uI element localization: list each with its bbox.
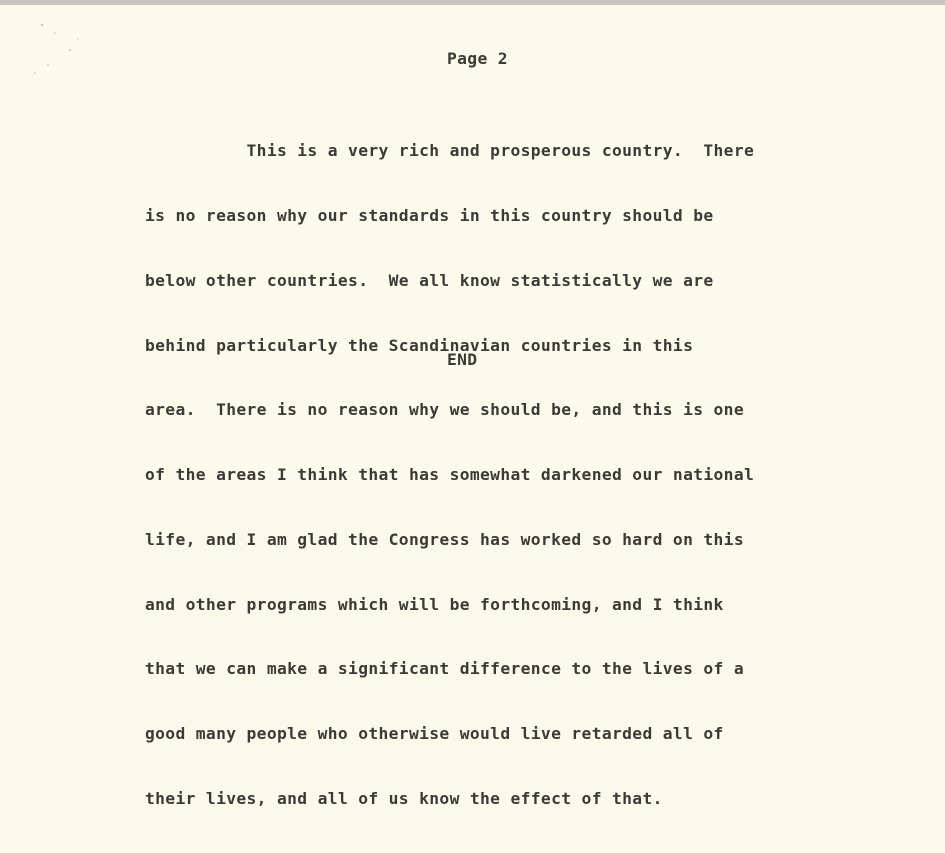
body-line: and other programs which will be forthcoming, and I think: [145, 594, 724, 614]
body-line: behind particularly the Scandinavian countries in this: [145, 335, 694, 355]
body-line: is no reason why our standards in this country should be: [145, 205, 714, 225]
body-line: This is a very rich and prosperous country. There: [145, 141, 755, 161]
body-line: that we can make a significant difference to the lives of a: [145, 659, 744, 679]
body-line: their lives, and all of us know the effect of that.: [145, 789, 663, 808]
body-line: of the areas I think that has somewhat darkened our national: [145, 465, 755, 485]
paper-specks: [0, 5, 120, 85]
body-line: life, and I am glad the Congress has worked so hard on this: [145, 529, 744, 549]
page-number: Page 2: [447, 49, 508, 68]
end-mark: END: [447, 350, 478, 369]
body-line: area. There is no reason why we should be, and this is one: [145, 400, 744, 420]
body-line: below other countries. We all know statistically we are: [145, 270, 714, 290]
body-paragraph: [145, 97, 754, 853]
body-line: good many people who otherwise would live retarded all of: [145, 724, 724, 744]
